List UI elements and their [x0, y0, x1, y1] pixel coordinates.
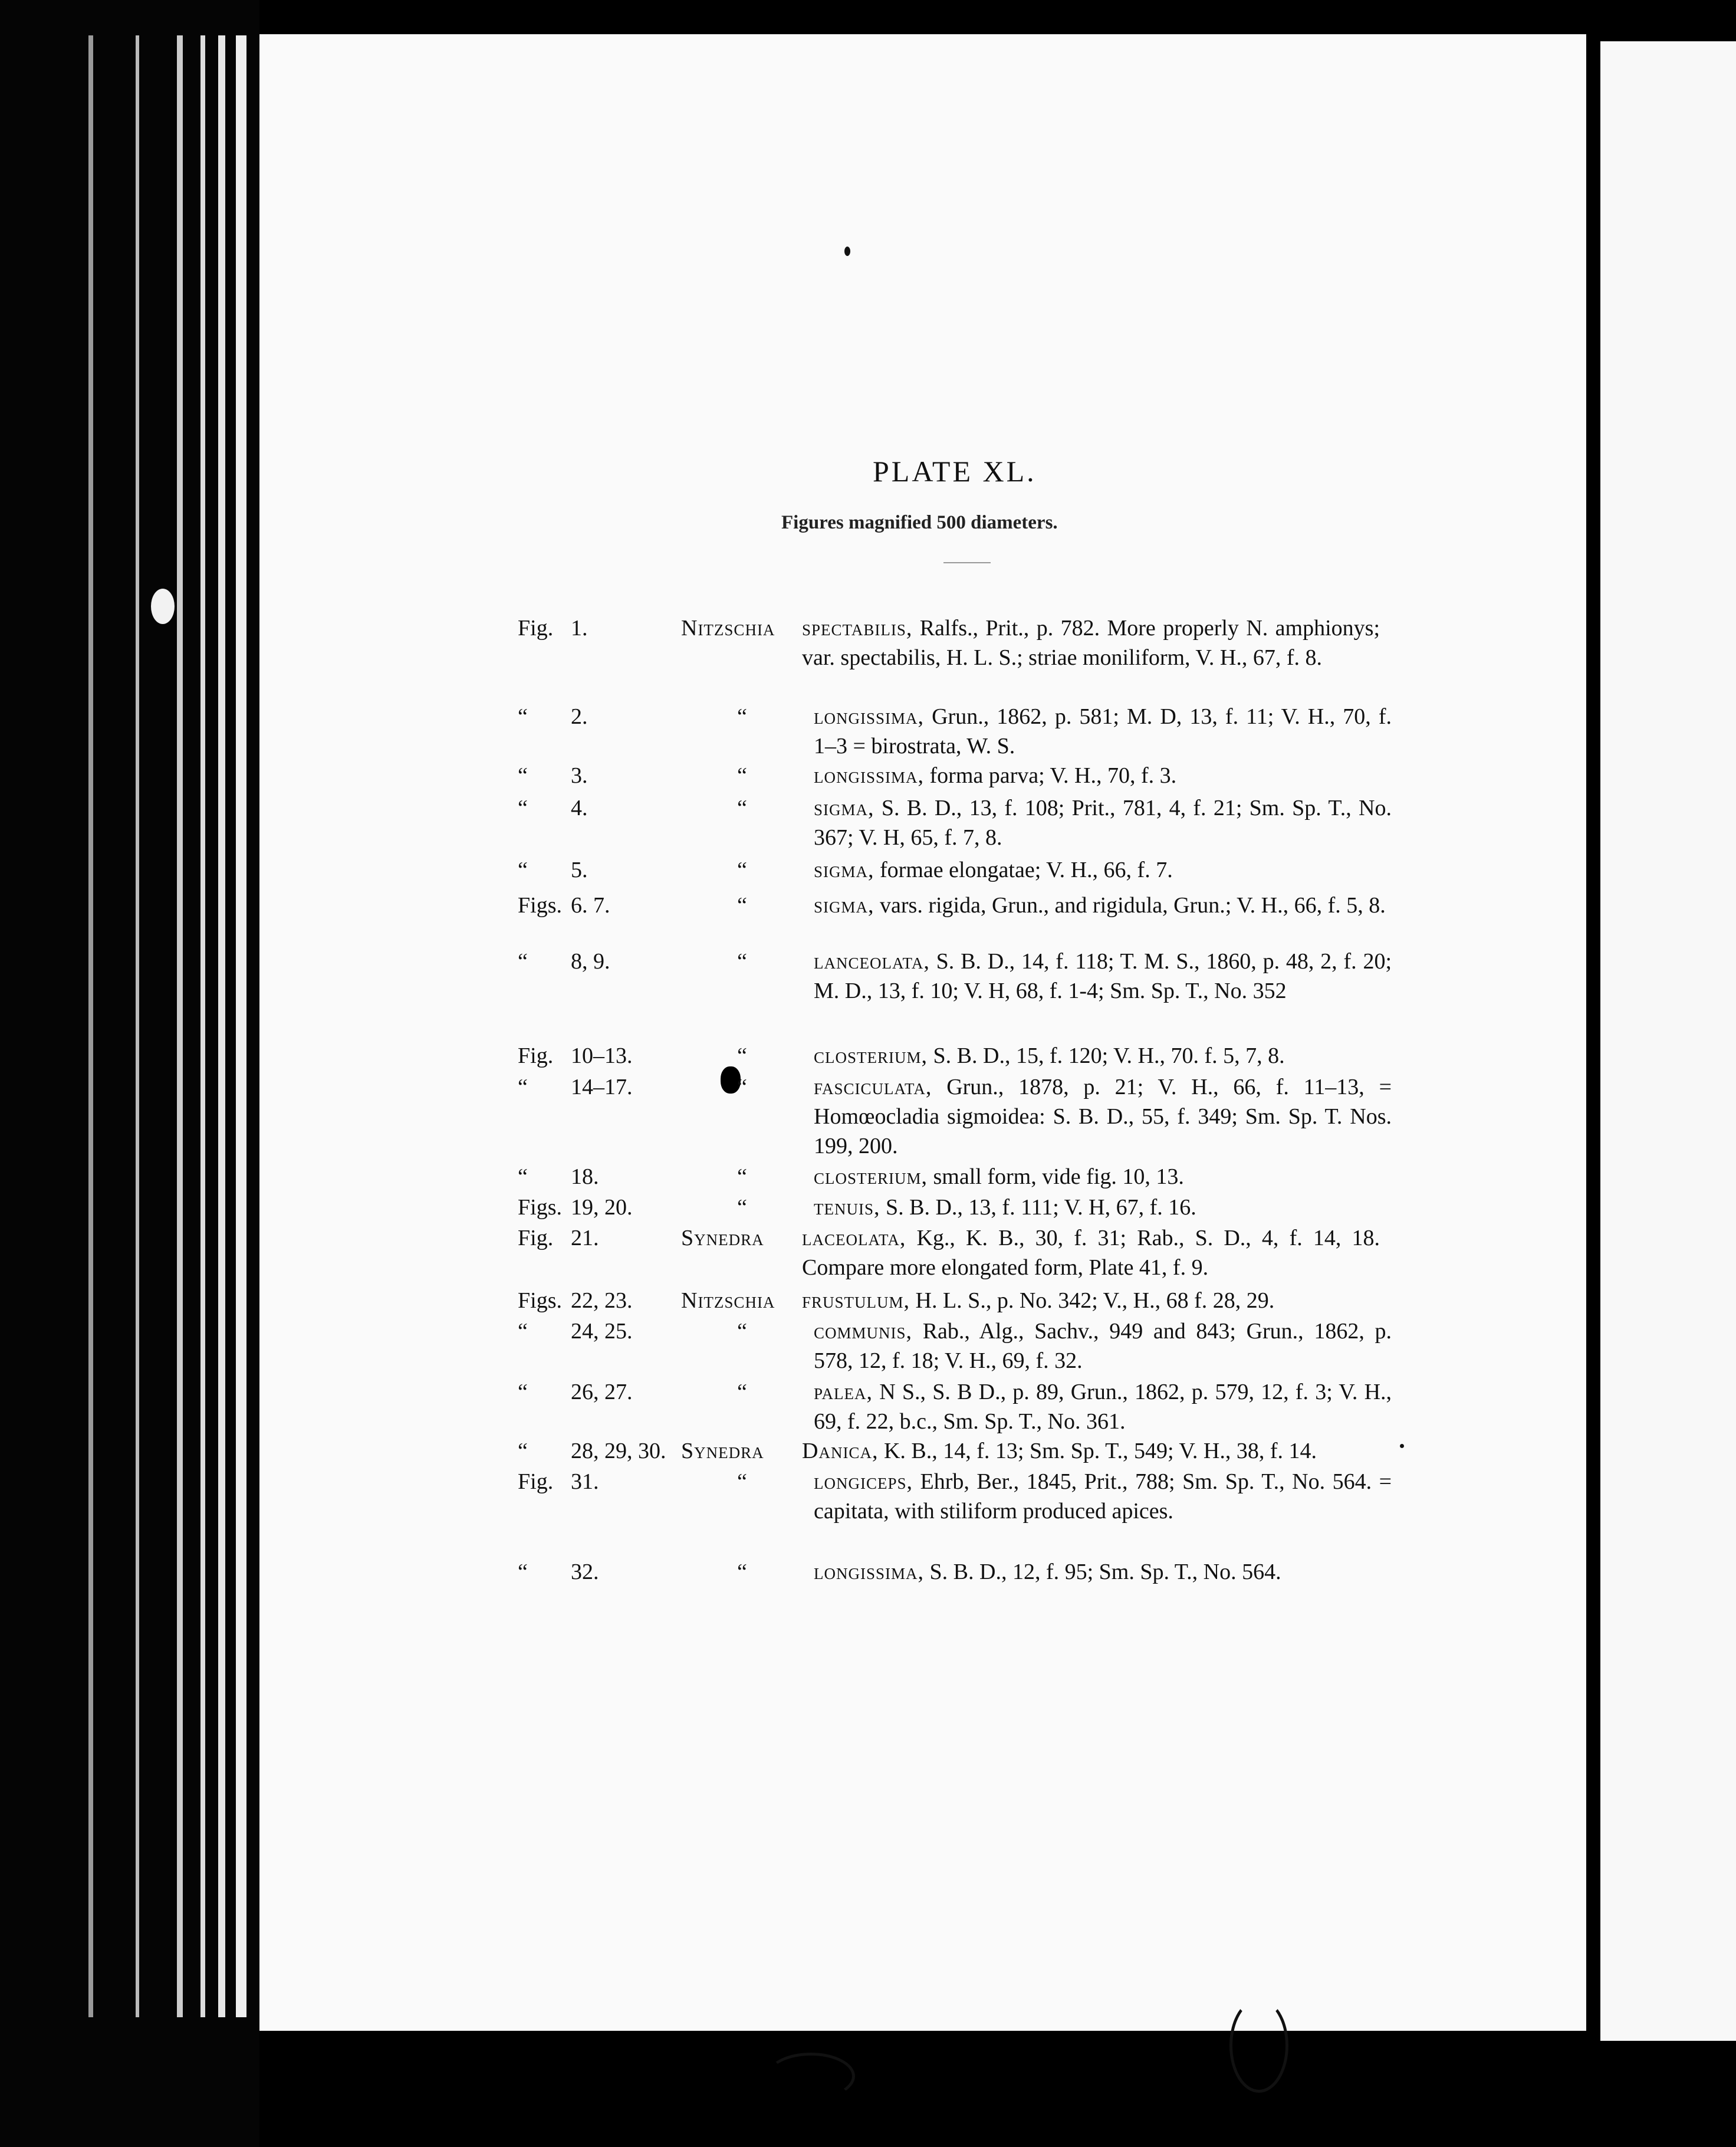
citation-text: Ehrb, Ber., 1845, Prit., 788; Sm. Sp. T., No. 564. = capitata, with stiliform produced apices. — [814, 1469, 1392, 1524]
pencil-scribble — [767, 2053, 855, 2100]
page-tear-mark — [151, 589, 175, 624]
page-edge — [200, 35, 205, 2017]
figure-label: “ — [518, 1319, 528, 1344]
ditto-mark: “ — [737, 858, 747, 882]
species-name: sigma, — [814, 858, 874, 882]
figure-number: 8, 9. — [571, 949, 610, 974]
figure-number: 10–13. — [571, 1043, 633, 1068]
citation-text: H. L. S., p. No. 342; V., H., 68 f. 28, 29. — [915, 1288, 1275, 1313]
figure-label: “ — [518, 1439, 528, 1463]
species-name: tenuis, — [814, 1195, 880, 1220]
figure-description — [802, 1436, 1380, 1466]
plate-title: PLATE XL. — [873, 455, 1037, 488]
page-edge — [236, 35, 246, 2017]
page-edge — [88, 35, 93, 2017]
ditto-mark: “ — [737, 893, 747, 918]
species-name: closterium, — [814, 1043, 928, 1068]
figure-label: Fig. — [518, 1043, 554, 1068]
species-name: longissima, — [814, 704, 925, 729]
figure-number: 2. — [571, 704, 588, 729]
figure-description — [814, 1377, 1392, 1436]
species-name: frustulum, — [802, 1288, 910, 1313]
ditto-mark: “ — [737, 1469, 747, 1494]
species-name: longiceps, — [814, 1469, 913, 1494]
figure-label: “ — [518, 858, 528, 882]
figure-number: 32. — [571, 1560, 599, 1584]
page-edge — [218, 35, 225, 2017]
figure-number: 26, 27. — [571, 1380, 633, 1404]
ditto-mark: “ — [737, 1380, 747, 1404]
figure-number: 18. — [571, 1164, 599, 1189]
species-name: sigma, — [814, 893, 874, 918]
figure-description — [814, 1557, 1392, 1587]
ditto-mark: “ — [737, 1164, 747, 1189]
citation-text: Grun., 1878, p. 21; V. H., 66, f. 11–13, = Homœocladia sigmoidea: S. B. D., 55, f. 349; Sm. Sp. T. Nos. 199, 200. — [814, 1075, 1392, 1158]
species-name: longissima, — [814, 763, 925, 788]
genus-name: Nitzschia — [681, 1288, 775, 1313]
species-name: fasciculata, — [814, 1075, 932, 1099]
figure-number: 24, 25. — [571, 1319, 633, 1344]
figure-label: “ — [518, 796, 528, 820]
book-page — [259, 34, 1586, 2031]
figure-description — [814, 761, 1392, 790]
figure-label: Fig. — [518, 616, 554, 641]
facing-page-edge — [1600, 41, 1736, 2041]
figure-number: 14–17. — [571, 1075, 633, 1099]
figure-description — [814, 1317, 1392, 1375]
ditto-mark: “ — [737, 796, 747, 820]
citation-text: S. B. D., 15, f. 120; V. H., 70. f. 5, 7, 8. — [933, 1043, 1285, 1068]
citation-text: formae elongatae; V. H., 66, f. 7. — [880, 858, 1173, 882]
figure-number: 28, 29, 30. — [571, 1439, 666, 1463]
citation-text: Kg., K. B., 30, f. 31; Rab., S. D., 4, f. 14, 18. Compare more elongated form, Plate 41, f. 9. — [802, 1226, 1380, 1280]
figure-number: 22, 23. — [571, 1288, 633, 1313]
figure-description — [814, 947, 1392, 1006]
figure-description — [802, 613, 1380, 672]
figure-label: “ — [518, 1075, 528, 1099]
pencil-scribble — [1229, 1998, 1288, 2093]
ditto-mark: “ — [737, 763, 747, 788]
figure-label: Fig. — [518, 1226, 554, 1250]
figure-label: Figs. — [518, 1288, 562, 1313]
citation-text: S. B. D., 13, f. 111; V. H, 67, f. 16. — [886, 1195, 1196, 1220]
figure-label: “ — [518, 1164, 528, 1189]
species-name: sigma, — [814, 796, 874, 820]
figure-number: 5. — [571, 858, 588, 882]
figure-label: “ — [518, 1560, 528, 1584]
ditto-mark: “ — [737, 704, 747, 729]
species-name: palea, — [814, 1380, 873, 1404]
ditto-mark: “ — [737, 1075, 747, 1099]
citation-text: Rab., Alg., Sachv., 949 and 843; Grun., 1862, p. 578, 12, f. 18; V. H., 69, f. 32. — [814, 1319, 1392, 1373]
page-edge — [177, 35, 183, 2017]
species-name: Danica, — [802, 1439, 879, 1463]
figure-number: 1. — [571, 616, 588, 641]
figure-description — [814, 855, 1392, 885]
plate-subtitle: Figures magnified 500 diameters. — [781, 512, 1058, 533]
ditto-mark: “ — [737, 1195, 747, 1220]
citation-text: S. B. D., 13, f. 108; Prit., 781, 4, f. 21; Sm. Sp. T., No. 367; V. H, 65, f. 7, 8. — [814, 796, 1392, 850]
figure-description — [814, 1193, 1392, 1222]
page-edge — [136, 35, 139, 2017]
figure-label: Fig. — [518, 1469, 554, 1494]
species-name: communis, — [814, 1319, 913, 1344]
citation-text: Grun., 1862, p. 581; M. D, 13, f. 11; V. H., 70, f. 1–3 = birostrata, W. S. — [814, 704, 1392, 759]
ditto-mark: “ — [737, 1043, 747, 1068]
figure-label: Figs. — [518, 1195, 562, 1220]
ink-speck — [844, 247, 850, 256]
figure-description — [814, 891, 1392, 920]
figure-label: “ — [518, 763, 528, 788]
figure-description — [814, 1467, 1392, 1526]
citation-text: N S., S. B D., p. 89, Grun., 1862, p. 579, 12, f. 3; V. H., 69, f. 22, b.c., Sm. Sp. T., No. 361. — [814, 1380, 1392, 1434]
citation-text: S. B. D., 12, f. 95; Sm. Sp. T., No. 564. — [929, 1560, 1281, 1584]
figure-label: “ — [518, 1380, 528, 1404]
species-name: lanceolata, — [814, 949, 930, 974]
figure-number: 6. 7. — [571, 893, 610, 918]
figure-number: 3. — [571, 763, 588, 788]
figure-description — [814, 1072, 1392, 1161]
species-name: longissima, — [814, 1560, 925, 1584]
citation-text: K. B., 14, f. 13; Sm. Sp. T., 549; V. H., 38, f. 14. — [883, 1439, 1317, 1463]
figure-number: 4. — [571, 796, 588, 820]
figure-description — [802, 1286, 1380, 1315]
citation-text: Ralfs., Prit., p. 782. More properly N. amphionys; var. spectabilis, H. L. S.; striae moniliform, V. H., 67, f. 8. — [802, 616, 1380, 670]
figure-number: 19, 20. — [571, 1195, 633, 1220]
citation-text: forma parva; V. H., 70, f. 3. — [929, 763, 1177, 788]
genus-name: Synedra — [681, 1226, 764, 1250]
citation-text: vars. rigida, Grun., and rigidula, Grun.; V. H., 66, f. 5, 8. — [880, 893, 1386, 918]
species-name: spectabilis, — [802, 616, 913, 641]
title-rule — [943, 562, 991, 563]
figure-number: 21. — [571, 1226, 599, 1250]
ditto-mark: “ — [737, 1560, 747, 1584]
figure-label: “ — [518, 704, 528, 729]
genus-name: Synedra — [681, 1439, 764, 1463]
figure-description — [802, 1223, 1380, 1282]
ink-speck — [1400, 1444, 1404, 1448]
citation-text: small form, vide fig. 10, 13. — [933, 1164, 1184, 1189]
species-name: closterium, — [814, 1164, 928, 1189]
figure-label: “ — [518, 949, 528, 974]
species-name: laceolata, — [802, 1226, 906, 1250]
figure-description — [814, 702, 1392, 761]
citation-text: S. B. D., 14, f. 118; T. M. S., 1860, p. 48, 2, f. 20; M. D., 13, f. 10; V. H, 68, f. 1-4; Sm. Sp. T., No. 352 — [814, 949, 1392, 1003]
figure-description — [814, 793, 1392, 852]
figure-description — [814, 1162, 1392, 1191]
genus-name: Nitzschia — [681, 616, 775, 641]
ditto-mark: “ — [737, 1319, 747, 1344]
figure-description — [814, 1041, 1392, 1071]
ditto-mark: “ — [737, 949, 747, 974]
figure-number: 31. — [571, 1469, 599, 1494]
figure-label: Figs. — [518, 893, 562, 918]
